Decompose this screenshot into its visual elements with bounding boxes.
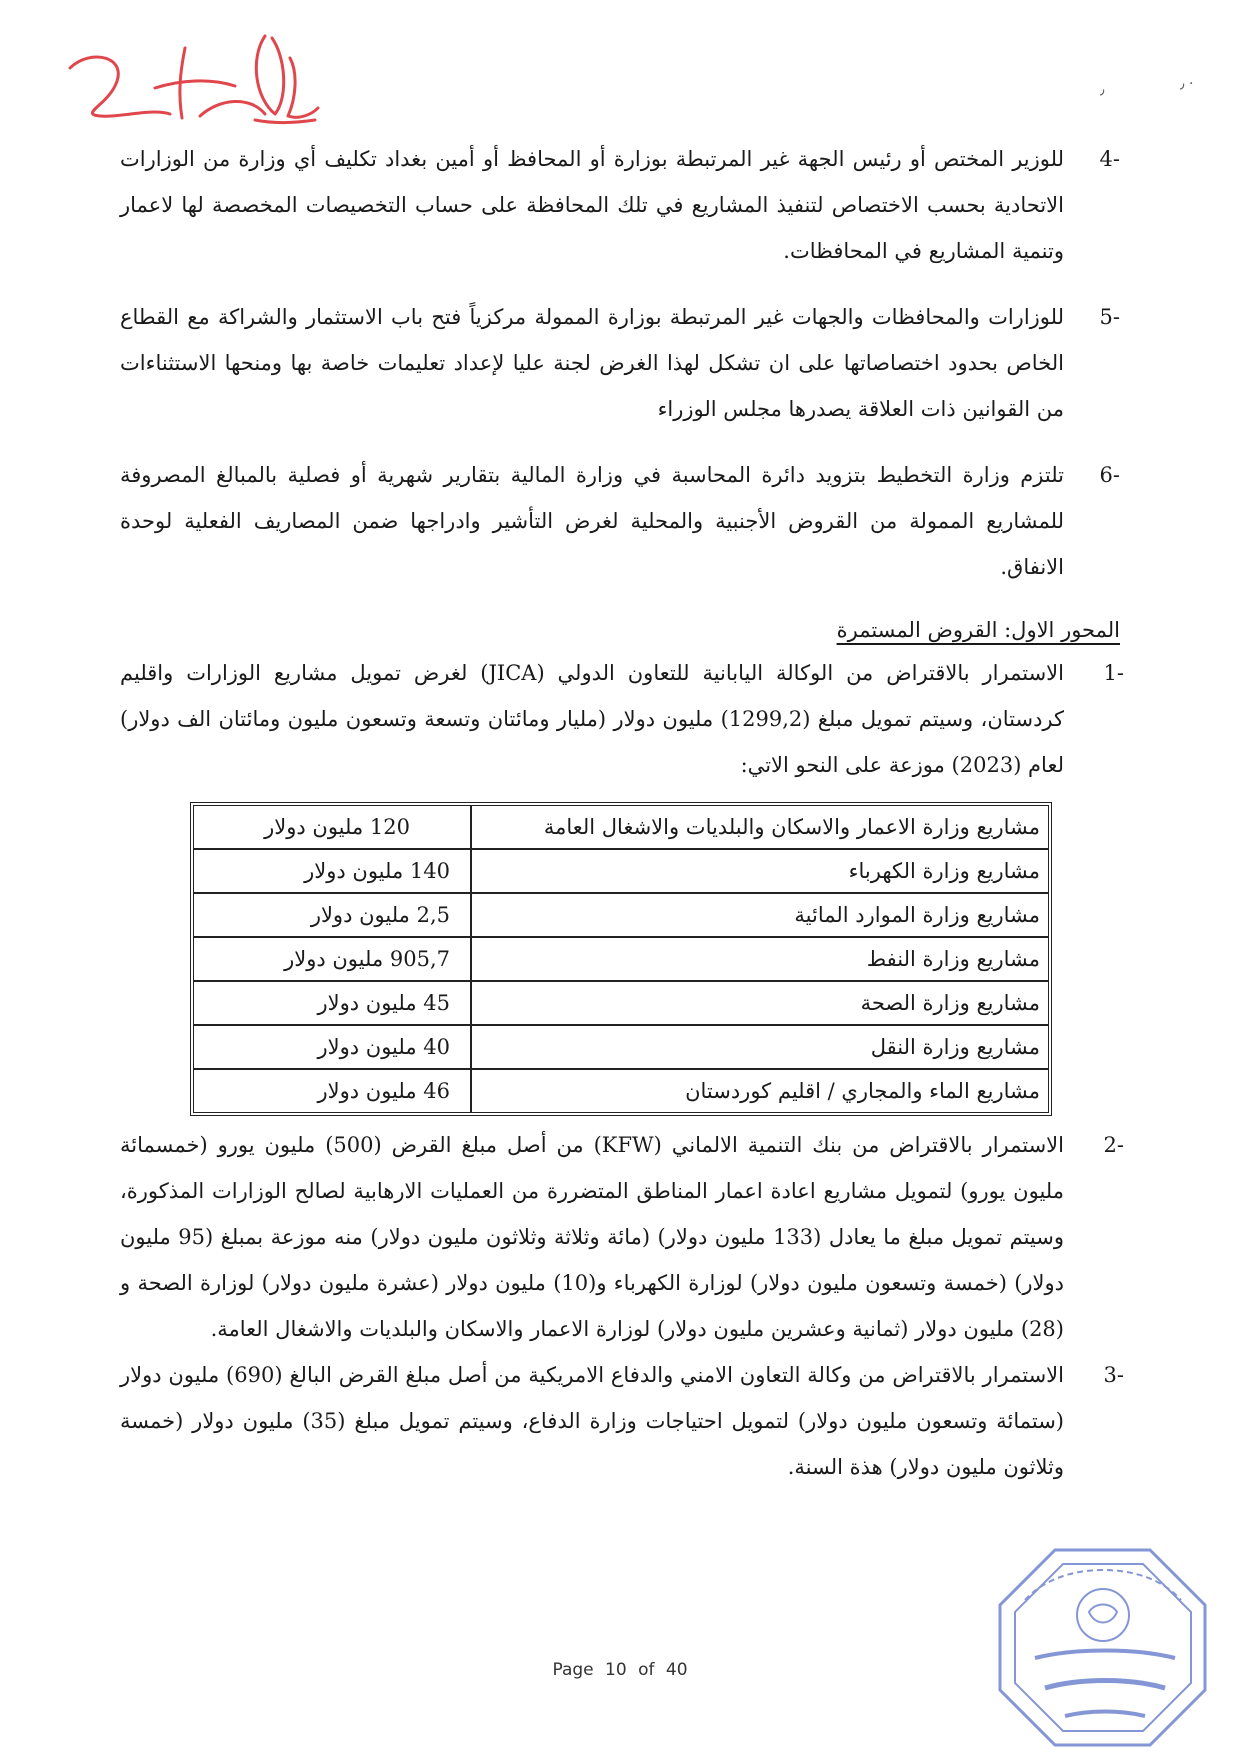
project-cell: مشاريع وزارة النقل	[470, 1026, 1048, 1070]
table-row	[194, 894, 1048, 938]
paragraph-item	[120, 136, 1120, 274]
loan-text: الاستمرار بالاقتراض من وكالة التعاون الامني والدفاع الامريكية من أصل مبلغ القرض البالغ (690) مليون دولار (ستمائة وتسعون مليون دولار) لتمويل احتياجات وزارة الدفاع، وسيتم تمويل مبلغ (35) مليون دولار (خمسة وثلاثون مليون دولار) هذة السنة.	[120, 1363, 1064, 1479]
amount-cell: 140 مليون دولار	[194, 850, 470, 894]
amount-cell: 2,5 مليون دولار	[194, 894, 470, 938]
paragraph-number: -6	[1099, 463, 1120, 487]
scan-mark: ٫	[1100, 82, 1105, 98]
loan-item	[120, 1122, 1124, 1352]
amount-cell: 46 مليون دولار	[317, 1079, 450, 1103]
table-row	[194, 1026, 1048, 1070]
project-cell: مشاريع وزارة الكهرباء	[470, 850, 1048, 894]
amount-cell: 905,7 مليون دولار	[194, 938, 470, 982]
loan-text: الاستمرار بالاقتراض من بنك التنمية الالماني (KFW) من أصل مبلغ القرض (500) مليون يورو (خمسمائة مليون يورو) لتمويل مشاريع اعادة اعمار المناطق المتضررة من العمليات الارهابية لصالح الوزارات المذكورة، وسيتم تمويل مبلغ ما يعادل (133 مليون دولار) (مائة وثلاثة وثلاثون مليون دولار) منه موزعة بمبلغ (95 مليون دولار) (خمسة وتسعون مليون دولار) لوزارة الكهرباء و(10) مليون دولار (عشرة مليون دولار) لوزارة الصحة و (28) مليون دولار (ثمانية وعشرين مليون دولار) لوزارة الاعمار والاسكان والبلديات والاشغال العامة.	[120, 1133, 1064, 1341]
scan-mark: ٫ ·	[1180, 76, 1194, 92]
loan-number: -2	[1103, 1133, 1124, 1157]
table-row	[194, 938, 1048, 982]
table-row	[194, 1070, 1048, 1112]
of-word: of	[638, 1660, 655, 1680]
table-row	[194, 850, 1048, 894]
loans-list	[120, 650, 1124, 1490]
table-row	[194, 982, 1048, 1026]
total-pages: 40	[665, 1660, 688, 1680]
paragraph-text: للوزير المختص أو رئيس الجهة غير المرتبطة بوزارة أو المحافظ أو أمين بغداد تكليف أي وزارة من الوزارات الاتحادية بحسب الاختصاص لتنفيذ المشاريع في تلك المحافظة على حساب التخصيصات المخصصة لها لاعمار وتنمية المشاريع في المحافظات.	[120, 147, 1064, 263]
loan-item	[120, 1352, 1124, 1490]
loan-text: الاستمرار بالاقتراض من الوكالة اليابانية للتعاون الدولي (JICA) لغرض تمويل مشاريع الوزارات واقليم كردستان، وسيتم تمويل مبلغ (1299,2) مليون دولار (مليار ومائتان وتسعة وتسعون مليون ومائتان الف دولار) لعام (2023) موزعة على النحو الاتي:	[120, 661, 1065, 777]
handwritten-signature-icon	[60, 28, 320, 138]
project-cell: مشاريع وزارة الاعمار والاسكان والبلديات والاشغال العامة	[470, 806, 1048, 850]
project-cell: مشاريع وزارة الموارد المائية	[470, 894, 1048, 938]
loan-item	[120, 650, 1124, 788]
paragraph-item	[120, 294, 1120, 432]
amount-cell: 40 مليون دولار	[194, 1026, 470, 1070]
table-row	[194, 806, 1048, 850]
paragraph-text: تلتزم وزارة التخطيط بتزويد دائرة المحاسبة في وزارة المالية بتقارير شهرية أو فصلية بالمبالغ المصروفة للمشاريع الممولة من القروض الأجنبية والمحلية لغرض التأشير وادراجها ضمن المصاريف الفعلية لوحدة الانفاق.	[120, 463, 1064, 579]
page-word: Page	[552, 1660, 594, 1680]
page-footer	[0, 1660, 1240, 1680]
project-cell: مشاريع الماء والمجاري / اقليم كوردستان	[470, 1070, 1048, 1112]
amount-cell: 45 مليون دولار	[194, 982, 470, 1026]
document-body	[120, 136, 1124, 1490]
allocation-table	[190, 802, 1052, 1116]
paragraph-number: -5	[1099, 305, 1120, 329]
section-heading: المحور الاول: القروض المستمرة	[836, 618, 1120, 642]
amount-cell: 120 مليون دولار	[194, 806, 470, 850]
paragraph-item	[120, 452, 1120, 590]
loan-number: -3	[1103, 1363, 1124, 1387]
paragraph-number: -4	[1099, 147, 1120, 171]
project-cell: مشاريع وزارة النفط	[470, 938, 1048, 982]
loan-number: -1	[1103, 661, 1124, 685]
current-page: 10	[605, 1660, 627, 1680]
paragraph-text: للوزارات والمحافظات والجهات غير المرتبطة بوزارة الممولة مركزياً فتح باب الاستثمار والشراكة مع القطاع الخاص بحدود اختصاصاتها على ان تشكل لهذا الغرض لجنة عليا لإعداد تعليمات خاصة بها ومنحها الاستثناءات من القوانين ذات العلاقة يصدرها مجلس الوزراء	[120, 305, 1064, 421]
project-cell: مشاريع وزارة الصحة	[470, 982, 1048, 1026]
official-seal-stamp-icon	[985, 1540, 1215, 1750]
